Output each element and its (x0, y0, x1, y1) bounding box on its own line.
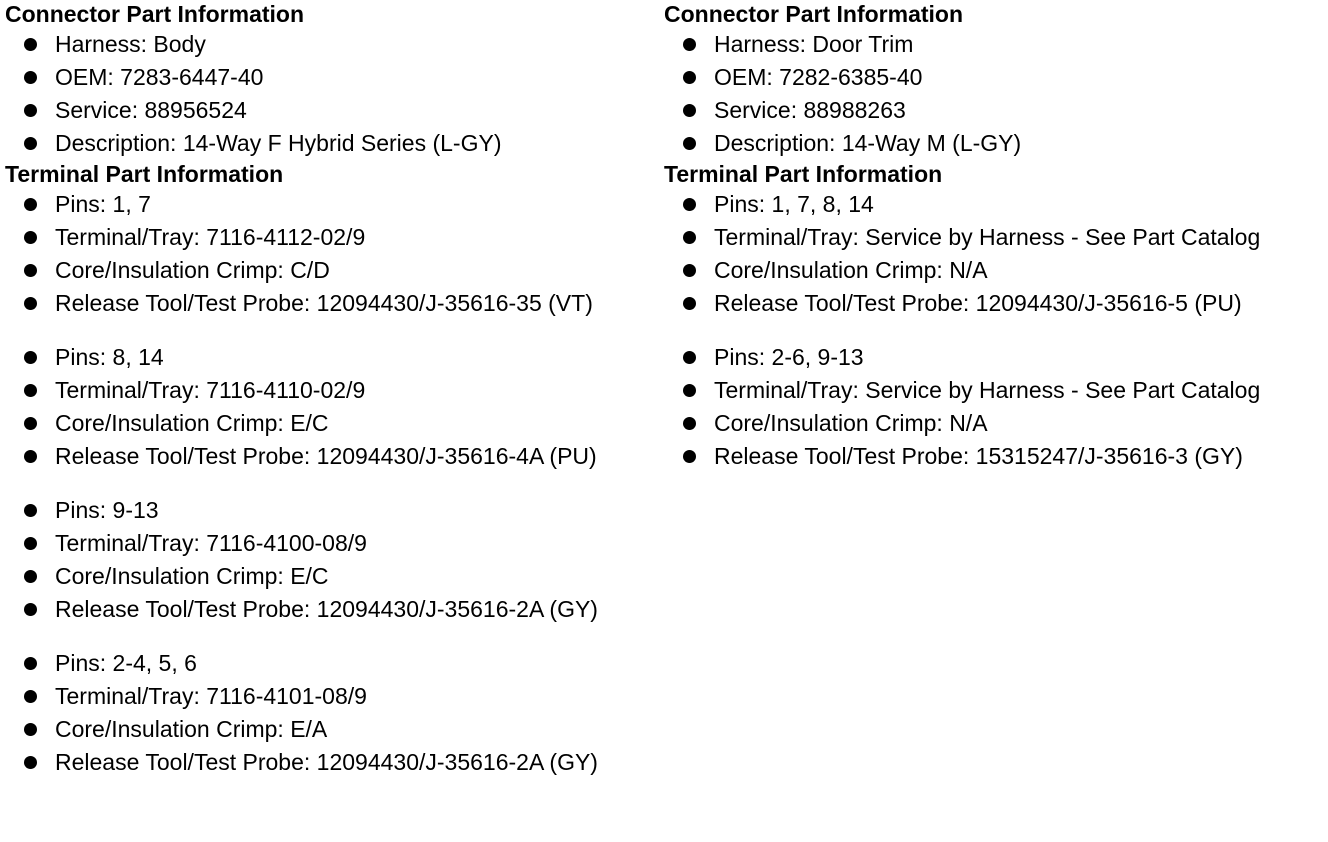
terminal-group (5, 341, 655, 473)
terminal-group (664, 188, 1324, 320)
description-item: Description: 14-Way M (L-GY) (664, 127, 1324, 160)
left-connector-column (5, 0, 655, 779)
pins-item: Pins: 8, 14 (5, 341, 655, 374)
harness-item: Harness: Door Trim (664, 28, 1324, 61)
crimp-item: Core/Insulation Crimp: C/D (5, 254, 655, 287)
connector-info-list (5, 28, 655, 160)
release-tool-item: Release Tool/Test Probe: 12094430/J-35616-2A (GY) (5, 593, 655, 626)
release-tool-item: Release Tool/Test Probe: 12094430/J-35616-5 (PU) (664, 287, 1324, 320)
crimp-item: Core/Insulation Crimp: E/C (5, 560, 655, 593)
pins-item: Pins: 2-6, 9-13 (664, 341, 1324, 374)
oem-item: OEM: 7283-6447-40 (5, 61, 655, 94)
release-tool-item: Release Tool/Test Probe: 12094430/J-35616-35 (VT) (5, 287, 655, 320)
terminal-part-heading: Terminal Part Information (664, 161, 943, 187)
release-tool-item: Release Tool/Test Probe: 12094430/J-35616-4A (PU) (5, 440, 655, 473)
terminal-tray-item: Terminal/Tray: 7116-4101-08/9 (5, 680, 655, 713)
release-tool-item: Release Tool/Test Probe: 12094430/J-35616-2A (GY) (5, 746, 655, 779)
connector-info-list (664, 28, 1324, 160)
terminal-group (5, 647, 655, 779)
connector-part-heading: Connector Part Information (5, 1, 305, 27)
terminal-tray-item: Terminal/Tray: 7116-4100-08/9 (5, 527, 655, 560)
release-tool-item: Release Tool/Test Probe: 15315247/J-35616-3 (GY) (664, 440, 1324, 473)
harness-item: Harness: Body (5, 28, 655, 61)
pins-item: Pins: 1, 7 (5, 188, 655, 221)
crimp-item: Core/Insulation Crimp: E/A (5, 713, 655, 746)
service-item: Service: 88988263 (664, 94, 1324, 127)
description-item: Description: 14-Way F Hybrid Series (L-GY) (5, 127, 655, 160)
oem-item: OEM: 7282-6385-40 (664, 61, 1324, 94)
right-connector-column (664, 0, 1324, 473)
terminal-tray-item: Terminal/Tray: 7116-4112-02/9 (5, 221, 655, 254)
crimp-item: Core/Insulation Crimp: N/A (664, 407, 1324, 440)
crimp-item: Core/Insulation Crimp: E/C (5, 407, 655, 440)
pins-item: Pins: 1, 7, 8, 14 (664, 188, 1324, 221)
terminal-group (5, 494, 655, 626)
terminal-tray-item: Terminal/Tray: 7116-4110-02/9 (5, 374, 655, 407)
pins-item: Pins: 2-4, 5, 6 (5, 647, 655, 680)
pins-item: Pins: 9-13 (5, 494, 655, 527)
crimp-item: Core/Insulation Crimp: N/A (664, 254, 1324, 287)
terminal-group (5, 188, 655, 320)
terminal-tray-item: Terminal/Tray: Service by Harness - See Part Catalog (664, 221, 1324, 254)
terminal-group (664, 341, 1324, 473)
terminal-part-heading: Terminal Part Information (5, 161, 284, 187)
service-item: Service: 88956524 (5, 94, 655, 127)
connector-part-heading: Connector Part Information (664, 1, 964, 27)
terminal-tray-item: Terminal/Tray: Service by Harness - See Part Catalog (664, 374, 1324, 407)
